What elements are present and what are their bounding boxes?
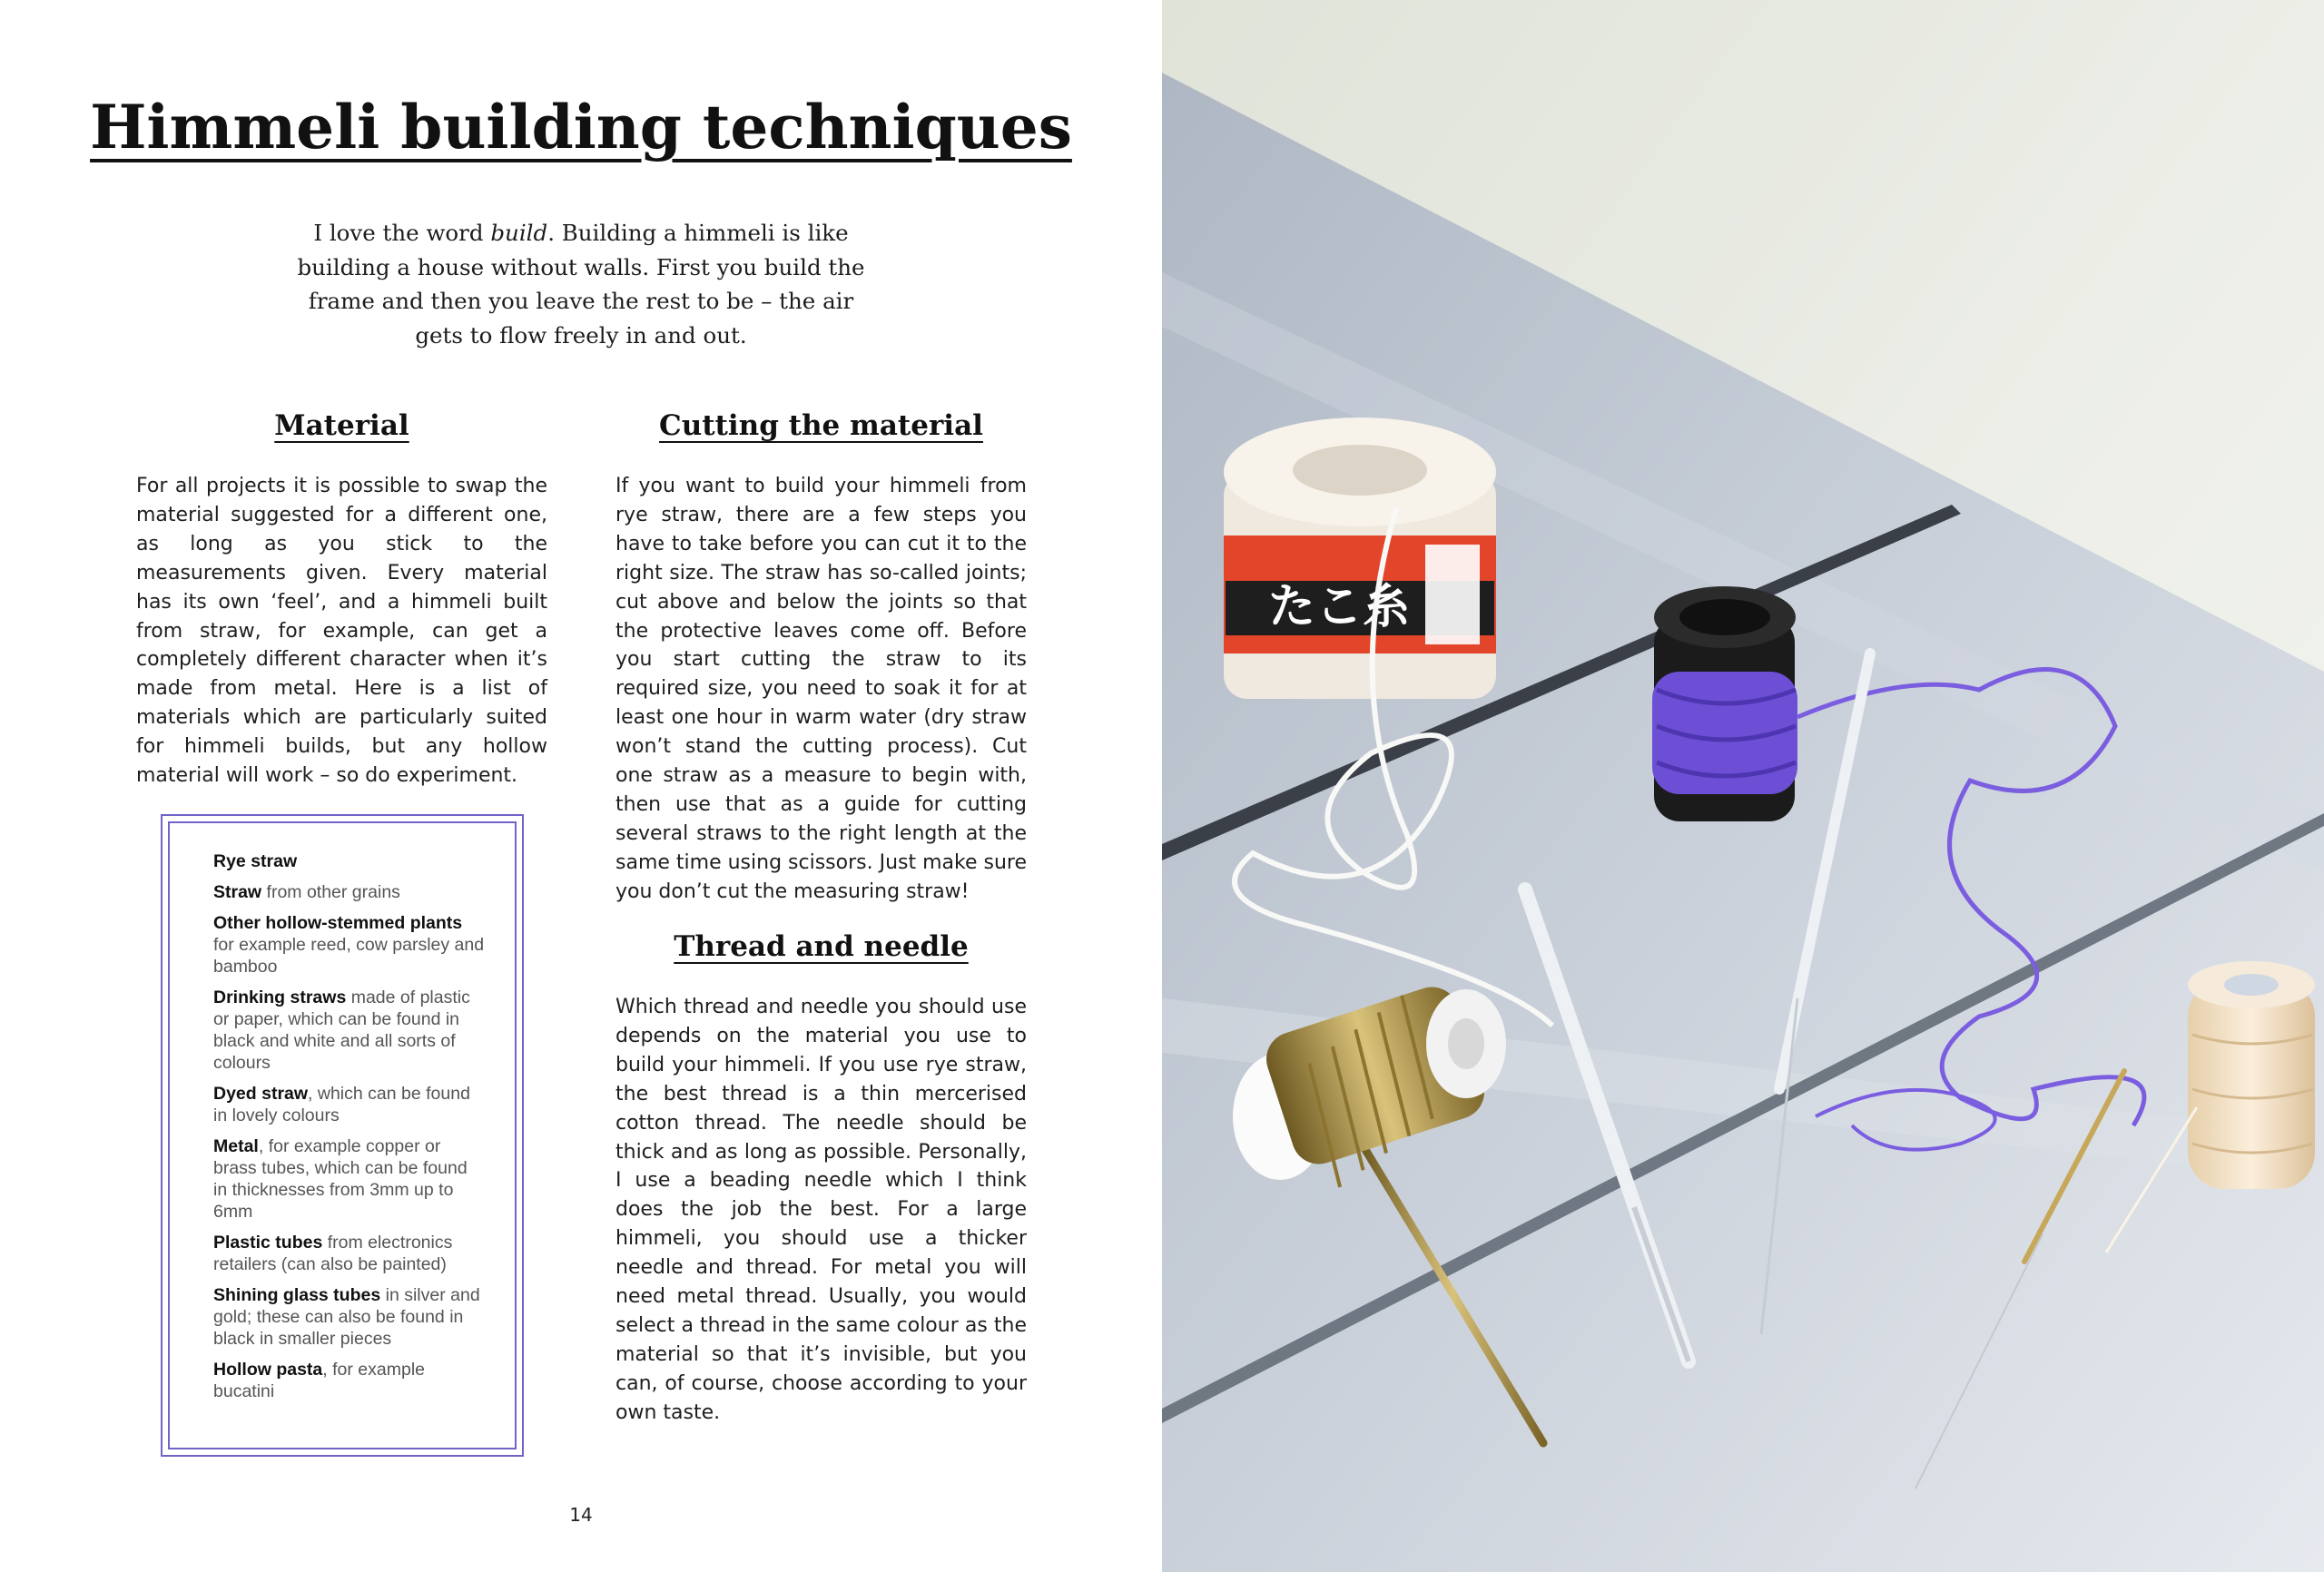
- thread-body: Which thread and needle you should use depends on the material you use to build your himmeli. If you use rye straw, the best thread is a thin mercerised cotton thread. The needle should be thick and as long as possible. Personally, I use a beading needle which I think does the job the best. For a large himmeli, you should use a thicker needle and thread. For metal you will need metal thread. Usually, you would select a thread in the same colour as the material so that it’s invisible, but you can, of course, choose according to your own taste.: [615, 996, 1027, 1424]
- intro-text-end: . Building a himmeli is like building a house without walls. First you build the frame and then you leave the rest to be – the air gets to flow freely in and out.: [297, 220, 865, 349]
- cutting-heading: Cutting the material: [659, 409, 983, 442]
- material-item-hollow-pasta: Hollow pasta, for example bucatini: [213, 1360, 425, 1401]
- page-number: 14: [569, 1504, 593, 1526]
- material-item-drinking-straws: Drinking straws made of plastic or paper, which can be found in black and white and all sorts of colours: [213, 987, 470, 1073]
- intro-emphasis: build: [490, 220, 548, 246]
- material-item-metal: Metal, for example copper or brass tubes, which can be found in thicknesses from 3mm up to 6mm: [213, 1136, 468, 1222]
- thread-heading: Thread and needle: [674, 930, 969, 963]
- cream-cotton-spool: [2188, 961, 2315, 1189]
- material-item-straw: Straw from other grains: [213, 882, 400, 902]
- material-item-plastic-tubes: Plastic tubes from electronics retailers (can also be painted): [213, 1233, 453, 1274]
- intro-paragraph: [290, 216, 872, 352]
- intro-text-start: I love the word: [313, 220, 491, 246]
- page-title: Himmeli building techniques: [90, 92, 1072, 162]
- material-item-glass-tubes: Shining glass tubes in silver and gold; these can also be found in black in smaller pieces: [213, 1285, 480, 1349]
- material-item-hollow-plants: Other hollow-stemmed plants for example reed, cow parsley and bamboo: [213, 913, 485, 977]
- material-body: For all projects it is possible to swap the material suggested for a different one, as long as you stick to the measurements given. Every material has its own ‘feel’, and a himmeli built from straw, for example, can get a completely different character when it’s made from metal. Here is a list of materials which are particularly suited for himmeli builds, but any hollow material will work – so do experiment.: [136, 475, 547, 788]
- cutting-body: If you want to build your himmeli from rye straw, there are a few steps you have to take before you can cut it to the right size. The straw has so-called joints; cut above and below the joints so that the protective leaves come off. Before you start cutting the straw to its required size, you need to soak it for at least one hour in warm water (dry straw won’t stand the cutting process). Cut one straw as a measure to begin with, then use that as a guide for cutting several straws to the right length at the same time using scissors. Just make sure you don’t cut the measuring straw!: [615, 475, 1027, 903]
- twine-label-text: たこ糸: [1267, 580, 1411, 634]
- material-heading: Material: [274, 409, 409, 442]
- materials-box: [161, 814, 524, 1457]
- kite-twine-spool: [1224, 418, 1496, 699]
- material-item-dyed-straw: Dyed straw, which can be found in lovely colours: [213, 1084, 470, 1125]
- materials-list: [213, 850, 486, 1411]
- photo-tools: [1162, 0, 2324, 1572]
- purple-thread-spool: [1652, 586, 1797, 821]
- material-item-rye-straw: Rye straw: [213, 851, 298, 871]
